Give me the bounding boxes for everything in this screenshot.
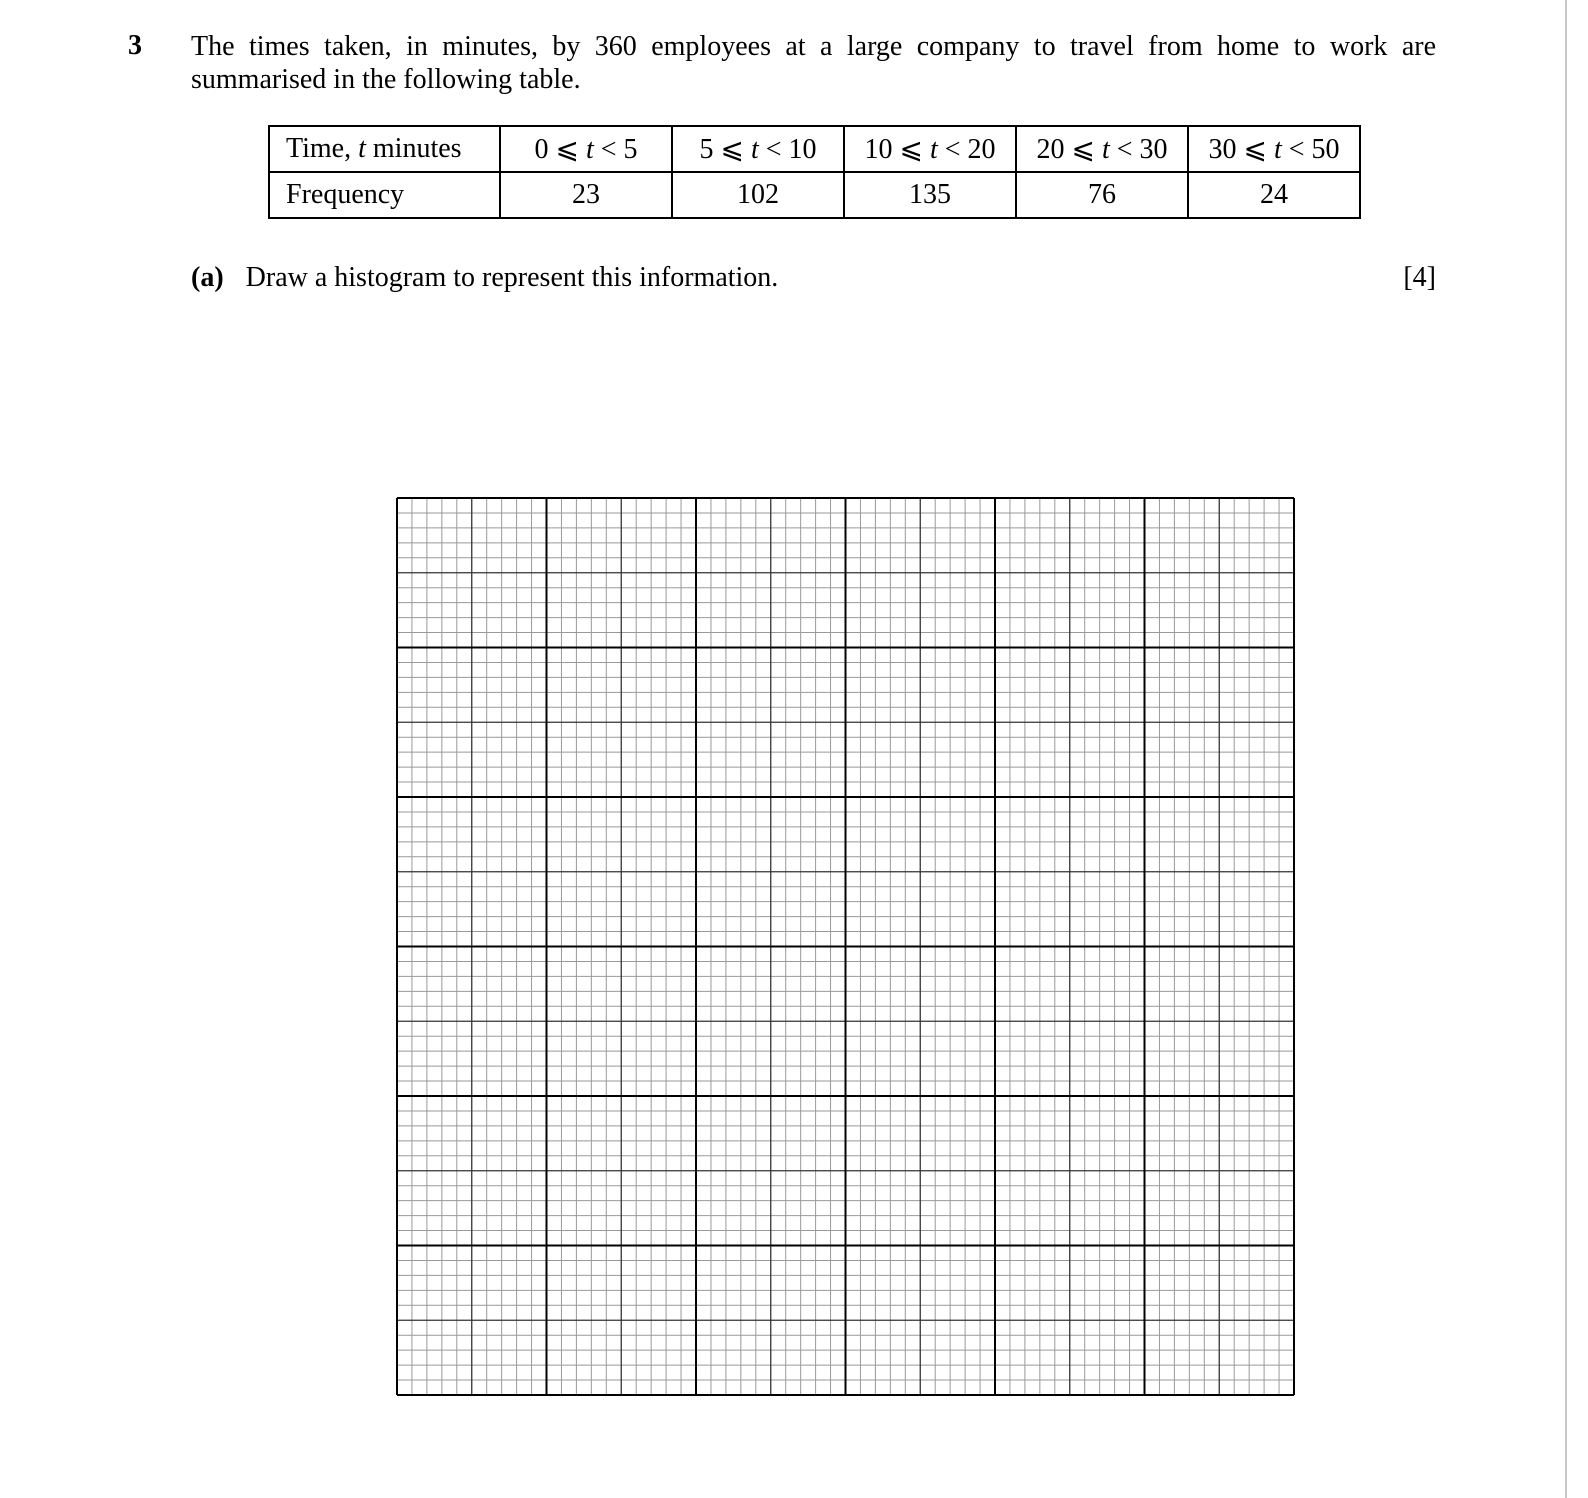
interval-cell: 0 ⩽ t < 5 <box>500 126 672 172</box>
interval-cell: 30 ⩽ t < 50 <box>1188 126 1360 172</box>
question-number: 3 <box>128 30 142 61</box>
interval-cell: 20 ⩽ t < 30 <box>1016 126 1188 172</box>
question-text: The times taken, in minutes, by 360 employees at a large company to travel from home to work are summarised in the following table. <box>191 31 1436 95</box>
frequency-cell: 76 <box>1016 172 1188 218</box>
part-a <box>191 262 778 294</box>
table-row-time <box>269 126 1360 172</box>
table-row-frequency <box>269 172 1360 218</box>
part-a-marks: [4] <box>1403 262 1436 293</box>
graph-paper[interactable] <box>396 497 1296 1397</box>
frequency-table <box>268 125 1361 219</box>
frequency-cell: 135 <box>844 172 1016 218</box>
page-edge <box>1565 0 1567 1498</box>
frequency-cell: 23 <box>500 172 672 218</box>
frequency-header: Frequency <box>269 172 500 218</box>
frequency-cell: 102 <box>672 172 844 218</box>
part-a-label: (a) <box>191 262 224 293</box>
part-a-text: Draw a histogram to represent this information. <box>245 262 779 293</box>
time-header: Time, t minutes <box>269 126 500 172</box>
frequency-cell: 24 <box>1188 172 1360 218</box>
interval-cell: 5 ⩽ t < 10 <box>672 126 844 172</box>
interval-cell: 10 ⩽ t < 20 <box>844 126 1016 172</box>
